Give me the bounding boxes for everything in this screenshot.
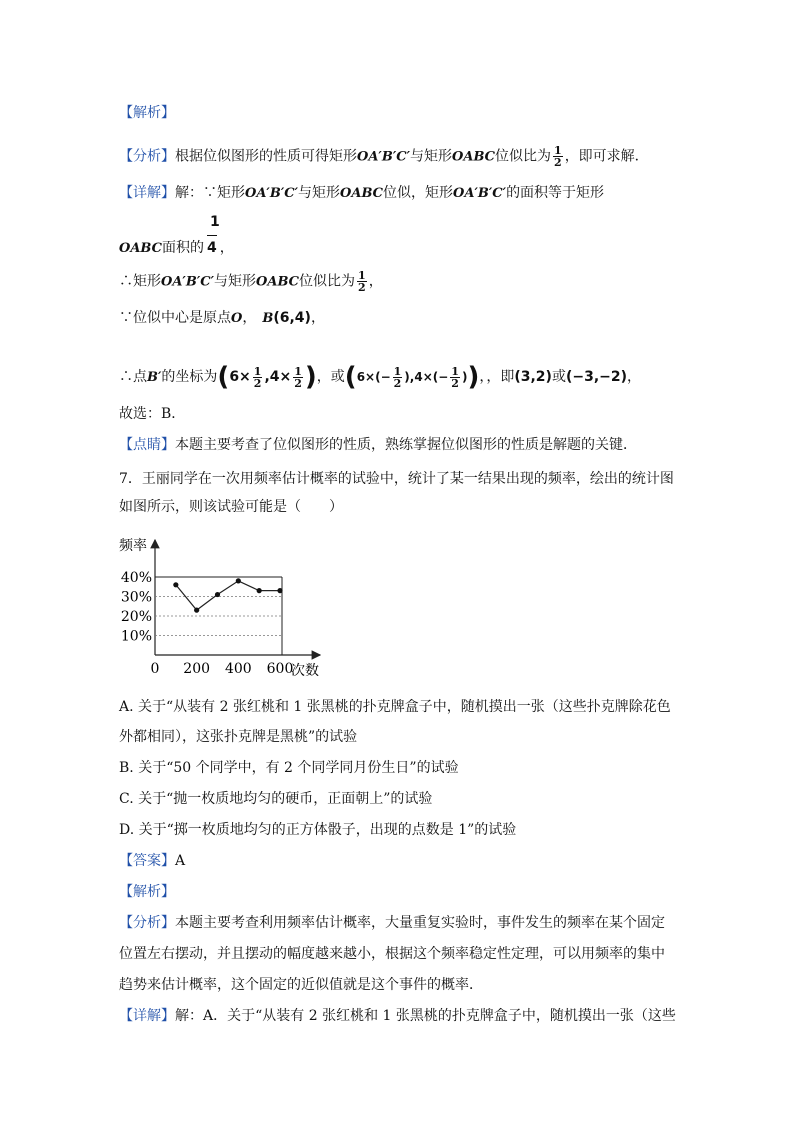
data-point: [173, 582, 178, 587]
y-axis-label: 频率: [119, 538, 147, 554]
y-tick-label: 10%: [120, 628, 152, 645]
detail-paragraph-last: 【详解】解：A．关于“从装有 2 张红桃和 1 张黑桃的扑克牌盒子中，随机摸出一张（这些: [119, 1008, 676, 1024]
detail-paragraph-line3: ∴矩形OA′B′C′与矩形OABC位似比为 $\frac{1}{2}$ ，: [119, 269, 383, 294]
x-tick-label: 0: [150, 661, 160, 677]
y-tick-label: 40%: [120, 570, 152, 586]
option-c: C. 关于“抛一枚质地均匀的硬币，正面朝上”的试验: [119, 791, 433, 807]
frequency-line-chart: [115, 530, 330, 680]
option-a-line2: 外都相同），这张扑克牌是黑桃”的试验: [119, 729, 358, 745]
y-tick-label: 30%: [120, 589, 152, 606]
x-tick-label: 200: [183, 661, 211, 677]
data-point: [277, 588, 282, 593]
question-7-line2: 如图所示，则该试验可能是（ ）: [119, 499, 343, 515]
detail-tag: 【详解】: [119, 185, 175, 201]
x-tick-label: 400: [224, 661, 252, 677]
x-axis-label: 次数: [291, 663, 319, 679]
option-a-line1: A. 关于“从装有 2 张红桃和 1 张黑桃的扑克牌盒子中，随机摸出一张（这些扑克牌除花色: [119, 699, 671, 715]
fraction-one-quarter-num: 1: [210, 214, 220, 230]
fraction-one-half: $\frac{1}{2}$: [554, 144, 562, 169]
detail-paragraph-line5: ∴点B′的坐标为(6× $\frac{1}{2}$ ,4× $\frac{1}{2}$ )，或(6×(− $\frac{1}{2}$ ),4×(− $\frac{1}{2}$ ))，，即(3,2)或(−3,−2)，: [119, 362, 642, 392]
data-point: [257, 588, 262, 593]
analysis-paragraph: 【分析】根据位似图形的性质可得矩形OA′B′C′与矩形OABC位似比为 $\frac{1}{2}$ ，即可求解．: [119, 144, 649, 169]
answer-value: A: [175, 853, 186, 869]
section-analysis-heading: 【解析】: [119, 105, 175, 121]
key-point-paragraph: 【点睛】本题主要考查了位似图形的性质，熟练掌握位似图形的性质是解题的关键．: [119, 437, 637, 453]
detail-paragraph-line4: ∵位似中心是原点O， B(6,4)，: [119, 310, 325, 326]
analysis-paragraph-2-line2: 位置左右摆动，并且摆动的幅度越来越小，根据这个频率稳定性定理，可以用频率的集中: [119, 946, 665, 962]
key-point-tag: 【点睛】: [119, 437, 175, 453]
x-tick-label: 600: [266, 661, 294, 677]
option-d: D. 关于“掷一枚质地均匀的正方体骰子，出现的点数是 1”的试验: [119, 822, 517, 838]
analysis-paragraph-2-line1: 【分析】本题主要考查利用频率估计概率，大量重复实验时，事件发生的频率在某个固定: [119, 915, 665, 931]
data-point: [236, 578, 241, 583]
series-line: [176, 581, 280, 610]
answer-tag: 【答案】: [119, 853, 175, 869]
section-analysis-heading-2: 【解析】: [119, 884, 175, 900]
data-point: [215, 592, 220, 597]
conclusion-line: 故选：B．: [119, 406, 186, 422]
detail-paragraph-line1: 【详解】解：∵矩形OA′B′C′与矩形OABC位似，矩形OA′B′C′的面积等于矩形: [119, 185, 605, 201]
question-7-line1: 7．王丽同学在一次用频率估计概率的试验中，统计了某一结果出现的频率，绘出的统计图: [119, 471, 674, 487]
fraction-one-half: $\frac{1}{2}$: [358, 269, 366, 294]
data-point: [194, 608, 199, 613]
option-b: B. 关于“50 个同学中，有 2 个同学同月份生日”的试验: [119, 760, 459, 776]
y-tick-label: 20%: [120, 609, 152, 625]
answer-line: [119, 851, 185, 871]
analysis-paragraph-2-line3: 趋势来估计概率，这个固定的近似值就是这个事件的概率．: [119, 977, 483, 993]
detail-paragraph-line2: OABC面积的 4 ，: [119, 235, 234, 259]
analysis-tag: 【分析】: [119, 148, 175, 165]
